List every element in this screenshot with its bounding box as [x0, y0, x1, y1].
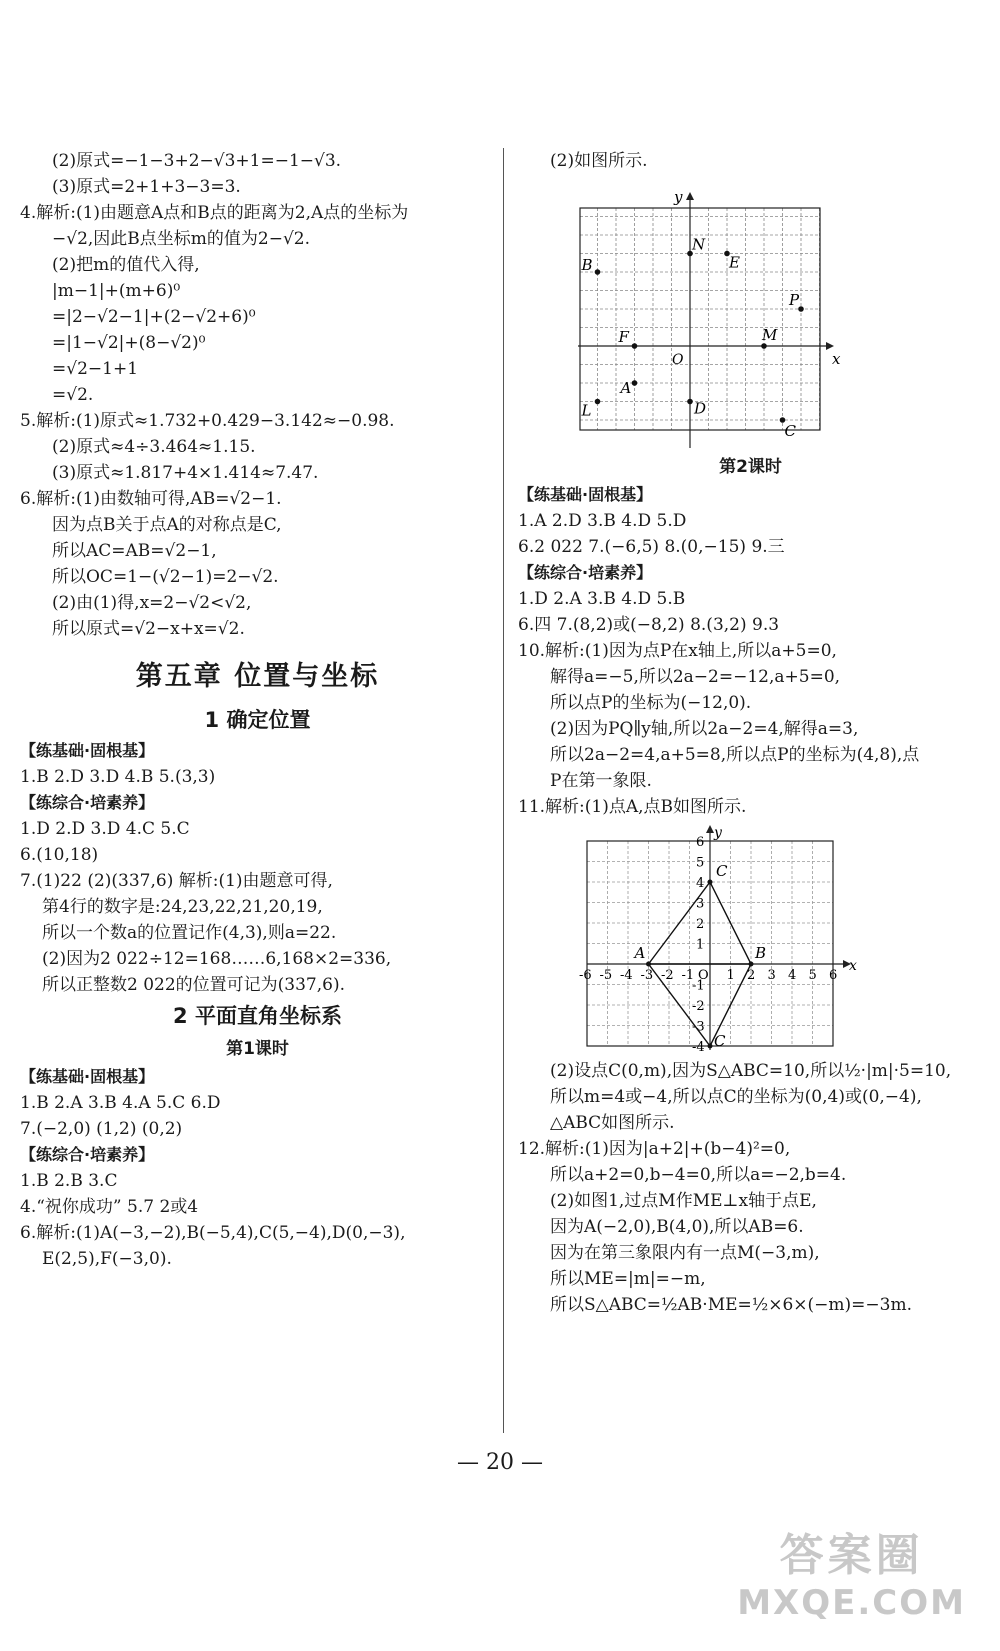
point-label-F: F — [618, 328, 629, 346]
x-tick-label: 4 — [788, 968, 797, 983]
point-label-D: D — [694, 399, 707, 418]
section-label: 【练基础·固根基】 — [20, 1067, 155, 1086]
text-line: (3)原式≈1.817+4×1.414≈7.47. — [52, 463, 319, 483]
text-line: 因为点B关于点A的对称点是C, — [52, 515, 282, 535]
answer-line: 4.“祝你成功” 5.7 2或4 — [20, 1197, 199, 1217]
x-tick-label: 2 — [747, 968, 756, 983]
text-line: (2)因为2 022÷12=168……6,168×2=336, — [42, 949, 392, 969]
q10-head: 10.解析:(1)因为点P在x轴上,所以a+5=0, — [518, 641, 837, 661]
q11-head: 11.解析:(1)点A,点B如图所示. — [518, 797, 747, 817]
y-tick-label: -4 — [692, 1040, 705, 1054]
watermark-logo: 答案圈 — [779, 1530, 924, 1581]
q4-head: 4.解析:(1)由题意A点和B点的距离为2,A点的坐标为 — [20, 203, 409, 223]
point-A — [646, 962, 651, 967]
answer-line: 1.D 2.D 3.D 4.C 5.C — [20, 819, 190, 839]
text-line: 因为A(−2,0),B(4,0),所以AB=6. — [550, 1217, 804, 1237]
text-line: P在第一象限. — [550, 771, 652, 791]
answer-line: 1.B 2.D 3.D 4.B 5.(3,3) — [20, 767, 216, 787]
text-line: (2)因为PQ∥y轴,所以2a−2=4,解得a=3, — [550, 719, 859, 739]
point-label-N: N — [692, 235, 706, 254]
point-label-B: B — [581, 256, 593, 274]
text-line: △ABC如图所示. — [550, 1113, 675, 1133]
text-line: (2)原式=−1−3+2−√3+1=−1−√3. — [52, 151, 342, 171]
x-axis-label: x — [849, 958, 857, 974]
text-line: 所以S△ABC=½AB·ME=½×6×(−m)=−3m. — [550, 1295, 913, 1315]
chapter-title: 第五章 位置与坐标 — [135, 661, 380, 692]
x-axis-arrow — [826, 342, 834, 350]
lesson-title: 第1课时 — [226, 1039, 289, 1059]
y-axis-arrow — [686, 192, 694, 200]
q6b-head: 6.解析:(1)A(−3,−2),B(−5,4),C(5,−4),D(0,−3), — [20, 1223, 406, 1243]
x-tick-label: -4 — [620, 968, 633, 983]
text-line: 所以a+2=0,b−4=0,所以a=−2,b=4. — [550, 1165, 847, 1185]
text-line: =√2. — [52, 385, 94, 405]
y-axis-arrow — [706, 825, 714, 833]
x-tick-label: -3 — [640, 968, 654, 983]
text-line: (3)原式=2+1+3−3=3. — [52, 177, 241, 197]
section-label: 【练综合·培素养】 — [20, 1145, 155, 1164]
text-line: 所以AC=AB=√2−1, — [52, 541, 217, 561]
answer-line: 6.2 022 7.(−6,5) 8.(0,−15) 9.三 — [518, 537, 785, 557]
page-number: — 20 — — [457, 1450, 543, 1475]
text-line: 所以点P的坐标为(−12,0). — [550, 693, 752, 713]
q7-head: 7.(1)22 (2)(337,6) 解析:(1)由题意可得, — [20, 871, 333, 891]
y-tick-label: 5 — [696, 855, 705, 871]
left-column — [20, 148, 495, 1272]
x-tick-label: -6 — [579, 968, 592, 983]
section-label: 【练基础·固根基】 — [518, 485, 653, 504]
point-L — [595, 399, 601, 405]
x-tick-label: -5 — [599, 968, 613, 983]
section-title: 1 确定位置 — [204, 708, 311, 732]
origin-label: O — [698, 968, 709, 983]
text-line: 所以ME=|m|=−m, — [550, 1269, 706, 1289]
text-line: 所以m=4或−4,所以点C的坐标为(0,4)或(0,−4), — [550, 1087, 922, 1107]
x-tick-label: 5 — [808, 968, 817, 983]
point-B — [749, 962, 754, 967]
text-line: =√2−1+1 — [52, 359, 139, 379]
section-label: 【练基础·固根基】 — [20, 741, 155, 760]
section-title: 2 平面直角坐标系 — [173, 1004, 342, 1028]
answer-line: 1.B 2.A 3.B 4.A 5.C 6.D — [20, 1093, 221, 1113]
point-B — [595, 269, 601, 275]
point-F — [632, 343, 638, 349]
y-tick-label: 1 — [696, 937, 705, 953]
point-D — [687, 399, 693, 405]
y-tick-label: 3 — [696, 896, 705, 912]
answer-line: 1.A 2.D 3.B 4.D 5.D — [518, 511, 687, 531]
x-axis-label: x — [832, 350, 841, 368]
x-tick-label: 1 — [726, 968, 735, 983]
text-line: 所以原式=√2−x+x=√2. — [52, 619, 245, 639]
text-line: (2)如图1,过点M作ME⊥x轴于点E, — [550, 1191, 817, 1211]
answer-line: 7.(−2,0) (1,2) (0,2) — [20, 1119, 183, 1139]
answer-line: 1.D 2.A 3.B 4.D 5.B — [518, 589, 686, 609]
point-label-M: M — [762, 326, 778, 344]
lesson-title: 第2课时 — [719, 457, 782, 477]
text-line: E(2,5),F(−3,0). — [42, 1249, 172, 1269]
text-line: 解得a=−5,所以2a−2=−12,a+5=0, — [550, 667, 841, 687]
point-label-B: B — [755, 944, 767, 962]
point-label-C: C — [714, 1032, 726, 1050]
x-tick-label: -2 — [661, 968, 674, 983]
q5-head: 5.解析:(1)原式≈1.732+0.429−3.142≈−0.98. — [20, 411, 395, 431]
x-tick-label: 6 — [829, 968, 838, 983]
y-tick-label: 4 — [696, 876, 705, 891]
y-axis-label: y — [714, 825, 722, 841]
section-label: 【练综合·培素养】 — [518, 563, 653, 582]
y-tick-label: 2 — [696, 917, 705, 932]
answer-line: 6.四 7.(8,2)或(−8,2) 8.(3,2) 9.3 — [518, 615, 780, 635]
text-line: −√2,因此B点坐标m的值为2−√2. — [52, 229, 311, 249]
text-line: |m−1|+(m+6)⁰ — [52, 281, 181, 301]
point-label-P: P — [789, 291, 800, 309]
text-line: =|2−√2−1|+(2−√2+6)⁰ — [52, 307, 256, 327]
q6-head: 6.解析:(1)由数轴可得,AB=√2−1. — [20, 489, 282, 509]
text-line: 所以OC=1−(√2−1)=2−√2. — [52, 567, 279, 587]
y-tick-label: -3 — [692, 1019, 705, 1035]
point-label-L: L — [581, 401, 592, 420]
text-line: (2)如图所示. — [550, 151, 648, 171]
text-line: 所以一个数a的位置记作(4,3),则a=22. — [42, 923, 337, 943]
text-line: (2)由(1)得,x=2−√2<√2, — [52, 593, 252, 613]
point-C — [708, 880, 713, 885]
text-line: (2)设点C(0,m),因为S△ABC=10,所以½·|m|·5=10, — [550, 1061, 952, 1081]
answer-line: 6.(10,18) — [20, 845, 99, 865]
x-tick-label: -1 — [681, 968, 695, 983]
text-line: (2)把m的值代入得, — [52, 255, 200, 275]
y-tick-label: 6 — [696, 835, 705, 850]
y-tick-label: -1 — [692, 978, 705, 994]
y-axis-label: y — [674, 188, 683, 206]
point-M — [761, 343, 767, 349]
text-line: 第4行的数字是:24,23,22,21,20,19, — [42, 897, 323, 917]
text-line: (2)原式≈4÷3.464≈1.15. — [52, 437, 256, 457]
text-line: 因为在第三象限内有一点M(−3,m), — [550, 1243, 820, 1263]
x-tick-label: 3 — [767, 968, 776, 983]
point-label-C: C — [784, 422, 796, 440]
origin-label: O — [672, 352, 684, 368]
point-label-A: A — [620, 379, 632, 397]
point-label-A: A — [634, 944, 646, 962]
watermark — [737, 1519, 966, 1623]
answer-line: 1.B 2.B 3.C — [20, 1171, 118, 1191]
text-line: 所以正整数2 022的位置可记为(337,6). — [42, 975, 346, 995]
y-tick-label: -2 — [692, 999, 705, 1014]
section-label: 【练综合·培素养】 — [20, 793, 155, 812]
point-label-C: C — [716, 862, 728, 880]
point-C — [708, 1044, 713, 1049]
coordinate-figure-1 — [518, 178, 983, 448]
coordinate-figure-2 — [518, 824, 983, 1054]
point-A — [632, 380, 638, 386]
watermark-url: MXQE.COM — [737, 1583, 966, 1623]
point-label-E: E — [729, 253, 740, 272]
text-line: =|1−√2|+(8−√2)⁰ — [52, 333, 206, 353]
q12-head: 12.解析:(1)因为|a+2|+(b−4)²=0, — [518, 1139, 791, 1159]
text-line: 所以2a−2=4,a+5=8,所以点P的坐标为(4,8),点 — [550, 745, 920, 765]
right-column — [518, 148, 983, 1318]
column-divider — [503, 148, 504, 1433]
